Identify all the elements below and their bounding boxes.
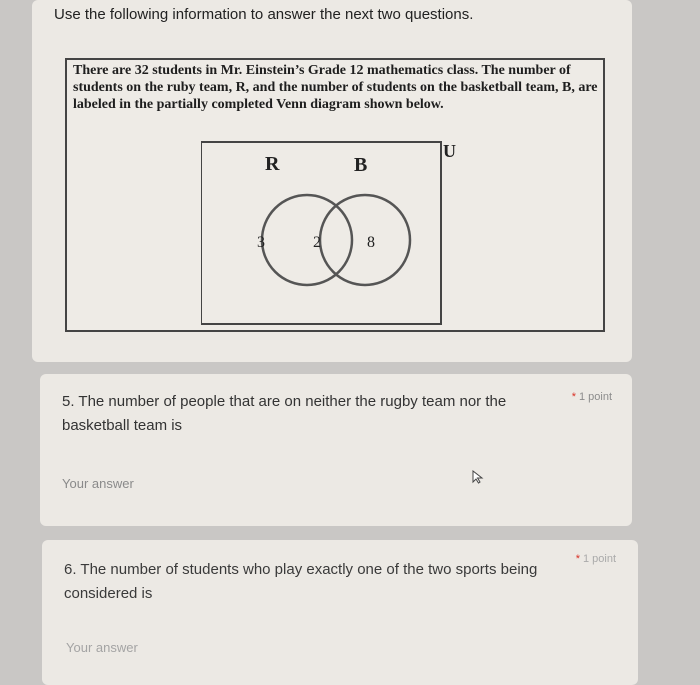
required-marker: * bbox=[571, 391, 576, 403]
set-r-label: R bbox=[265, 153, 280, 175]
question-5-text: 5. The number of people that are on neither the rugby team nor the basketball team is bbox=[62, 393, 507, 434]
universe-label: U bbox=[443, 141, 456, 161]
mouse-cursor-icon bbox=[472, 470, 484, 484]
intro-text: Use the following information to answer the next two questions. bbox=[54, 6, 474, 23]
venn-diagram bbox=[201, 140, 497, 330]
question-6-answer-input[interactable] bbox=[66, 638, 446, 656]
question-6-points bbox=[576, 553, 616, 565]
region-r-only: 3 bbox=[257, 234, 265, 251]
question-5-card bbox=[40, 374, 632, 526]
question-figure bbox=[65, 58, 605, 332]
figure-text: There are 32 students in Mr. Einstein’s Grade 12 mathematics class. The number of students on the ruby team, R, and the number of students on the basketball team, B, are labeled in the partially completed Venn diagram shown below. bbox=[73, 63, 598, 112]
region-b-only: 8 bbox=[367, 234, 375, 251]
circle-r bbox=[262, 195, 352, 285]
set-b-label: B bbox=[354, 154, 368, 176]
circle-b bbox=[320, 195, 410, 285]
question-5-points bbox=[572, 391, 612, 403]
points-label: 1 point bbox=[578, 391, 612, 403]
question-5-answer-input[interactable] bbox=[62, 474, 442, 492]
points-label: 1 point bbox=[582, 553, 616, 565]
info-card bbox=[32, 0, 632, 362]
required-marker: * bbox=[575, 553, 580, 565]
question-6-card bbox=[42, 540, 638, 685]
region-both: 2 bbox=[313, 234, 321, 251]
question-6-text: 6. The number of students who play exactly one of the two sports being considered is bbox=[64, 561, 538, 602]
